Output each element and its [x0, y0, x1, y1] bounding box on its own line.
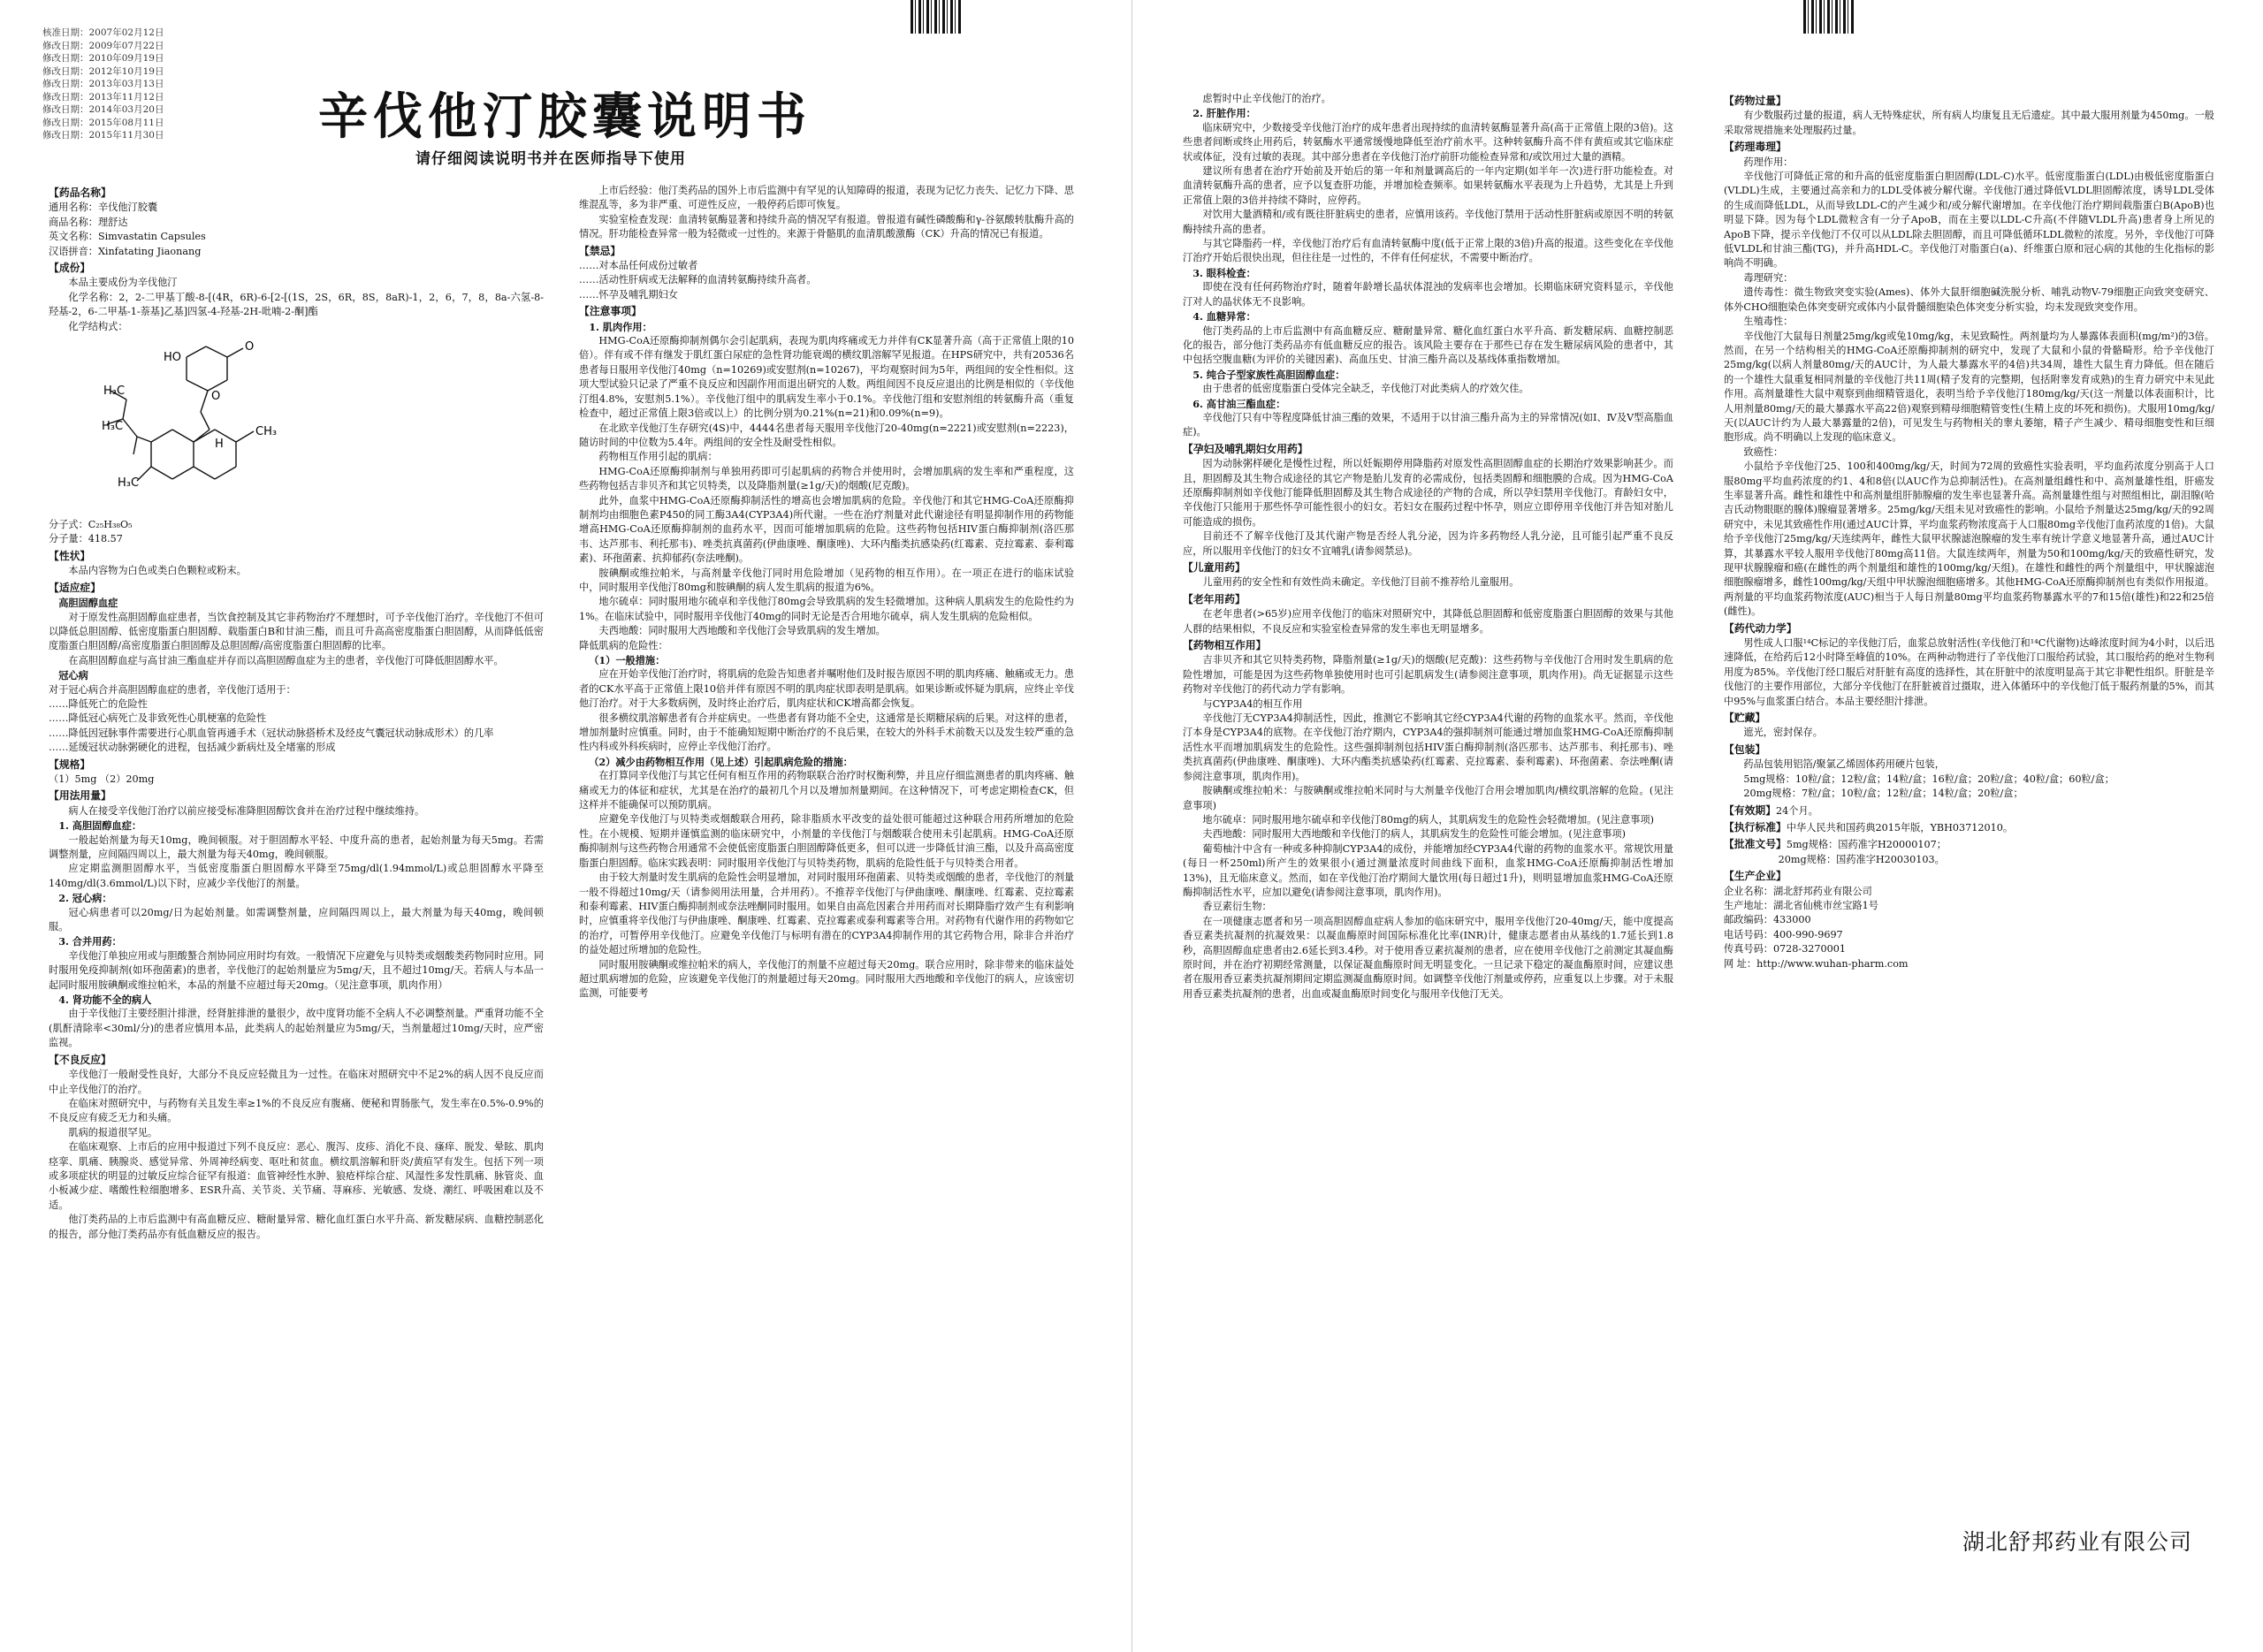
section-heading: 【 成份 】 [49, 261, 90, 275]
section-header [1183, 590, 1673, 607]
text-paragraph: 地尔硫卓：同时服用地尔硫卓和辛伐他汀80mg的病人，其肌病发生的危险性会轻微增加。(见注意事项) [1202, 813, 1655, 826]
text-paragraph: 5. 纯合子型家族性高胆固醇血症： [1192, 368, 1345, 381]
text-paragraph: 很多横纹肌溶解患者有合并症病史。一些患者有肾功能不全史，这通常是长期糖尿病的后果。对这样的患者，增加剂量时应慎重。同时，由于不能确知短期中断治疗的不良后果，在较大的外科手术前数天以及发生较严重的急性内科或外科疾病时，应停止辛伐他汀治疗。 [579, 712, 1074, 753]
barcode-right [1803, 0, 1855, 34]
bond-line [151, 430, 172, 442]
bond-line [201, 391, 208, 412]
text-paragraph: ……降低死亡的危险性 [49, 697, 148, 710]
text-paragraph: 致癌性： [1743, 445, 1784, 458]
revision-date: 修改日期：2014年03月20日 [42, 104, 164, 115]
document-title: 辛伐他汀胶囊说明书 [318, 88, 811, 146]
text-paragraph: 在北欧辛伐他汀生存研究(4S)中，4444名患者每天服用辛伐他汀20-40mg(n=2221)或安慰剂(n=2223)，随访时间的中位数为5.4年。两组间的安全性及耐受性相似。 [579, 422, 1074, 448]
text-paragraph: 电话号码：400-990-9697 [1724, 928, 1843, 940]
section-header [1183, 440, 1673, 457]
section-header [1724, 867, 2214, 884]
bond-line [172, 467, 194, 479]
text-paragraph: 遗传毒性：微生物致突变实验(Ames)、体外大鼠肝细胞碱洗脱分析、哺乳动物V-79细胞正向致突变研究、体外CHO细胞染色体突变研究或体内小鼠骨髓细胞染色体突变分析实验，均未发现致突变作用。 [1724, 286, 2214, 313]
atom-label: H₃C [102, 420, 124, 434]
section-heading: 【 药物相互作用 】 [1183, 638, 1266, 652]
text-paragraph: 应避免辛伐他汀与贝特类或烟酸联合用药，除非脂质水平改变的益处很可能超过这种联合用药所增加的危险性。在小规模、短期并谨慎监测的临床研究中，小剂量的辛伐他汀与烟酸联合使用未引起肌病。HMG-CoA还原酶抑制剂与这些药物合用通常不会使低密度脂蛋白胆固醇降低更多，但可以进一步降低甘油三酯，以及升高高密度脂蛋白胆固醇。临床实践表明：同时服用辛伐他汀与贝特类药物，肌病的危险性低于与贝特类合用者。 [579, 813, 1074, 869]
text-paragraph: 1. 肌肉作用： [589, 320, 652, 333]
text-paragraph: 虑暂时中止辛伐他汀的治疗。 [1202, 93, 1331, 104]
text-paragraph: 有少数服药过量的报道，病人无特殊症状，所有病人均康复且无后遗症。其中最大服用剂量为450mg。一般采取常规措施来处理服药过量。 [1724, 110, 2214, 136]
section-header [1724, 802, 2214, 818]
text-paragraph: 冠心病 [58, 669, 88, 682]
text-paragraph: 即使在没有任何药物治疗时，随着年龄增长晶状体混浊的发病率也会增加。长期临床研究资料显示，辛伐他汀对人的晶状体无不良影响。 [1183, 281, 1673, 308]
section-heading: 【 有效期 】 [1724, 803, 1776, 818]
text-paragraph: 在一项健康志愿者和另一项高胆固醇血症病人参加的临床研究中，服用辛伐他汀20-40mg/天，能中度提高香豆素类抗凝剂的抗凝效果：以凝血酶原时间国际标准化比率(INR)计，健康志愿者由从基线的1.7延长到1.8秒，高胆固醇血症患者由2.6延长到3.4秒。对于使用香豆素抗凝剂的患者，应在使用辛伐他汀之前测定其凝血酶原时间，并在治疗初期经常测量，以保证凝血酶原时间无明显变化。一旦记录下稳定的凝血酶原时间，应建议患者在服用香豆素类抗凝剂期间定期监测凝血酶原时间。如调整辛伐他汀剂量或停药，应重复以上步骤。对于未服用香豆素类抗凝剂的患者，出血或凝血酶原时间变化与服用辛伐他汀无关。 [1183, 915, 1673, 1000]
bond-line [187, 346, 206, 357]
text-paragraph: 葡萄柚汁中含有一种或多种抑制CYP3A4的成份，并能增加经CYP3A4代谢的药物的血浆水平。常规饮用量(每日一杯250ml)所产生的效果很小(通过测量浓度时间曲线下面积，血浆HMG-CoA还原酶抑制活性增加13%)，且无临床意义。然而，如在辛伐他汀治疗期间大量饮用(每日超过1升)，则明显增加血浆HMG-CoA还原酶抑制活性水平，应加以避免(请参阅注意事项，肌肉作用)。 [1183, 842, 1673, 898]
text-paragraph: 20mg规格：7粒/盒；10粒/盒；12粒/盒；14粒/盒；20粒/盒； [1743, 788, 2023, 800]
section-header [1183, 559, 1673, 575]
section-header [49, 787, 544, 803]
text-paragraph: 邮政编码：433000 [1724, 914, 1811, 926]
text-paragraph: 化学结构式： [68, 320, 128, 332]
section-header [1724, 741, 2214, 757]
text-paragraph: 药物相互作用引起的肌病： [598, 451, 718, 463]
text-paragraph: 辛伐他汀大鼠每日剂量25mg/kg或兔10mg/kg，未见致畸性。两剂量均为人暴露体表面积(mg/m²)的3倍。然而，在另一个结构相关的HMG-CoA还原酶抑制剂的研究中，发现了大鼠和小鼠的骨骼畸形。给予辛伐他汀25mg/kg(以病人剂量80mg/天的AUC计，为人最大暴露水平的4倍)共34周，雄性大鼠生育力降低。但在随后的一个雄性大鼠重复相同剂量的辛伐他汀共11周(精子发育的完整期，包括附睾发育成熟)的生育力研究中未见此作用。高剂量雄性大鼠中观察到曲细精管退化，表明当给予辛伐他汀180mg/kg/天(这一剂量以体表面积计，比人用剂量80mg/天的最大暴露水平高22倍)观察到精母细胞精管变性(生精上皮的坏死和损伤)。犬服用10mg/kg/天(以AUC计约为人最大暴露量的2倍)，可见发生与药物相关的睾丸萎缩，精子产生减少、精母细胞变性和巨细胞形成。尚不明确以上发现的临床意义。 [1724, 330, 2214, 444]
section-header [49, 547, 544, 564]
text-paragraph: 20mg规格：国药准字H20030103。 [1778, 853, 1945, 865]
text-paragraph: 毒理研究： [1743, 271, 1794, 284]
text-paragraph: 3. 合并用药： [58, 935, 122, 948]
column-2 [579, 184, 1074, 1616]
bond-line [194, 467, 215, 479]
section-heading: 【 用法用量 】 [49, 788, 111, 803]
text-paragraph: （1）5mg （2）20mg [49, 773, 155, 785]
text-paragraph: 肌病的报道很罕见。 [68, 1126, 158, 1138]
document-subtitle: 请仔细阅读说明书并在医师指导下使用 [415, 150, 686, 168]
bond-line [187, 380, 208, 391]
text-paragraph: 通用名称：辛伐他汀胶囊 [49, 202, 158, 214]
text-paragraph: 他汀类药品的上市后监测中有高血糖反应、糖耐量异常、糖化血红蛋白水平升高、新发糖尿病、血糖控制恶化的报告，部分他汀类药品亦有低血糖反应的报告。该风险主要存在于那些已存在发生糖尿病风险的患者中，其中包括空腹血糖(为评价的关键因素)、高血压史、甘油三酯升高以及基线体重指数增加。 [1183, 324, 1673, 366]
atom-label: CH₃ [255, 425, 278, 439]
section-heading: 【 药代动力学 】 [1724, 621, 1797, 636]
text-paragraph: ……对本品任何成份过敏者 [579, 260, 698, 272]
text-paragraph: 由于患者的低密度脂蛋白受体完全缺乏，辛伐他汀对此类病人的疗效欠佳。 [1202, 383, 1529, 395]
revision-dates [42, 27, 164, 142]
text-paragraph: 对于冠心病合并高胆固醇血症的患者，辛伐他汀适用于： [49, 683, 296, 696]
section-value: 中华人民共和国药典2015年版，YBH03712010。 [1786, 821, 2014, 834]
barcode-left [911, 0, 962, 34]
text-paragraph: 药理作用： [1743, 156, 1794, 168]
text-paragraph: 药品包装用铝箔/聚氯乙烯固体药用硬片包装， [1743, 758, 1945, 771]
section-heading: 【 规格 】 [49, 757, 90, 772]
revision-date: 修改日期：2013年03月13日 [42, 79, 164, 89]
text-paragraph: 汉语拼音：Xinfatating Jiaonang [49, 245, 202, 257]
text-paragraph: 冠心病患者可以20mg/日为起始剂量。如需调整剂量，应间隔四周以上，最大剂量为每天40mg，晚间顿服。 [49, 906, 544, 933]
text-paragraph: 实验室检查发现：血清转氨酶显著和持续升高的情况罕有报道。曾报道有碱性磷酸酶和γ-谷氨酸转肽酶升高的情况。肝功能检查异常一般为轻微或一过性的。来源于骨骼肌的血清肌酸激酶（CK）升高的情况已有报道。 [579, 213, 1074, 240]
section-header [1724, 138, 2214, 155]
text-paragraph: 生产地址：湖北省仙桃市丝宝路1号 [1724, 899, 1878, 911]
text-paragraph: 小鼠给予辛伐他汀25、100和400mg/kg/天，时间为72周的致癌性实验表明，平均血药浓度分别高于人口服80mg平均血药浓度的约1、4和8倍(以AUC作为总抑制活性)。在高剂量组雌性和中、高剂量雄性组，肝癌发生率显著升高。雌性和雄性中和高剂量组肝肺腺瘤的发生率也显著升高。高剂量雄性组与对照组相比，副泪腺(哈吉氏动物眼眶的腺体)腺瘤显著增多。25mg/kg/天组未见对致癌性的影响。小鼠给予剂量达25mg/kg/天的92周研究中，未见其致癌性作用(通过AUC计算，平均血浆药物浓度高于人口服80mg辛伐他汀血药浓度的1倍)。大鼠给予辛伐他汀25mg/kg/天连续两年，雌性大鼠甲状腺滤泡腺瘤的发生率有统计学意义地显著升高，通过AUC计算，其暴露水平较人服用辛伐他汀80mg高11倍。大鼠连续两年，剂量为50和100mg/kg/天的致癌性研究，发现甲状腺腺瘤和癌(在雌性的两个剂量组和雄性的100mg/kg/天组)。在雄性和雌性的两个剂量组中，甲状腺滤泡细胞腺瘤增多，雌性100mg/kg/天组中甲状腺泡细胞癌增多。其他HMG-CoA还原酶抑制剂也有类似作用报道。两剂量的平均血浆药物浓度(AUC)相当于人每日剂量80mg平均血浆药物暴露水平的7和15倍(雄性)和22和25倍(雌性)。 [1724, 461, 2214, 618]
section-heading: 【 不良反应 】 [49, 1053, 111, 1067]
text-paragraph: 建议所有患者在治疗开始前及开始后的第一年和剂量调高后的一年内定期(如半年一次)进行肝功能检查。对血清转氨酶升高的患者，应予以复查肝功能，并增加检查频率。如果转氨酶水平表现为上升趋势，尤其是上升到正常值上限的3倍并持续不降时，应停药。 [1183, 165, 1673, 206]
text-paragraph: 与其它降脂药一样，辛伐他汀治疗后有血清转氨酶中度(低于正常上限的3倍)升高的报道。这些变化在辛伐他汀治疗开始后很快出现，但往往是一过性的，不伴有任何症状，不需要中断治疗。 [1183, 238, 1673, 264]
text-paragraph: 网 址：http://www.wuhan-pharm.com [1724, 957, 1909, 970]
atom-label: H₃C [103, 384, 126, 399]
text-paragraph: 辛伐他汀一般耐受性良好，大部分不良反应轻微且为一过性。在临床对照研究中不足2%的病人因不良反应而中止辛伐他汀的治疗。 [49, 1069, 544, 1095]
text-paragraph: 本品主要成份为辛伐他汀 [68, 277, 178, 289]
text-paragraph: 生殖毒性： [1743, 316, 1794, 328]
section-heading: 【 注意事项 】 [579, 304, 642, 318]
atom-label: H [215, 438, 224, 452]
bond-line [215, 467, 236, 479]
text-paragraph: 同时服用胺碘酮或维拉帕米的病人，辛伐他汀的剂量不应超过每天20mg。联合应用时，除非带来的临床益处超过肌病增加的危险，应该避免辛伐他汀的剂量超过每天20mg。同时服用大西地酸和辛伐他汀的病人，应该密切监测，可能要考 [579, 958, 1074, 1000]
revision-date: 修改日期：2010年09月19日 [42, 53, 164, 64]
bond-line [151, 467, 172, 479]
bond-line [123, 419, 137, 437]
text-paragraph: 4. 肾功能不全的病人 [58, 993, 152, 1007]
bond-line [194, 430, 215, 442]
bond-line [236, 431, 254, 442]
bond-line [227, 348, 243, 357]
text-paragraph: 因为动脉粥样硬化是慢性过程，所以妊娠期停用降脂药对原发性高胆固醇血症的长期治疗效果影响甚少。而且，胆固醇及其生物合成途径的其它产物是胎儿发育的必需成份，包括类固醇和细胞膜的合成。因为HMG-CoA还原酶抑制剂如辛伐他汀能降低胆固醇及其生物合成途径的产物的合成，所以孕妇禁用辛伐他汀。育龄妇女中，辛伐他汀只能用于那些怀孕可能性很小的妇女。若妇女在服药过程中怀孕，则应立即停用辛伐他汀并告知对胎儿可能造成的损伤。 [1183, 458, 1673, 528]
text-paragraph: 2. 冠心病： [58, 892, 112, 905]
text-paragraph: 应定期监测胆固醇水平，当低密度脂蛋白胆固醇水平降至75mg/dl(1.94mmol/L)或总胆固醇水平降至140mg/dl(3.6mmol/L)以下时，应减少辛伐他汀的剂量。 [49, 863, 544, 889]
text-paragraph: 遮光，密封保存。 [1743, 727, 1823, 739]
text-paragraph: （2）减少由药物相互作用（见上述）引起肌病危险的措施： [589, 755, 853, 768]
text-paragraph: 本品内容物为白色或类白色颗粒或粉末。 [68, 565, 247, 577]
section-heading: 【 生产企业 】 [1724, 869, 1787, 883]
text-paragraph: 1. 高胆固醇血症： [58, 819, 142, 833]
text-paragraph: ……降低冠心病死亡及非致死性心肌梗塞的危险性 [49, 712, 267, 725]
atom-label: H₃C [118, 476, 140, 491]
bond-line [201, 412, 210, 430]
text-paragraph: 吉非贝齐和其它贝特类药物，降脂剂量(≥1g/天)的烟酸(尼克酸)：这些药物与辛伐他汀合用时发生肌病的危险性增加，可能是因为这些药物单独使用时也可引起肌病发生(请参阅注意事项，肌肉作用)。尚无证据显示这些药物对辛伐他汀的药代动力学有影响。 [1183, 654, 1673, 696]
text-paragraph: 英文名称：Simvastatin Capsules [49, 231, 206, 243]
section-header [49, 184, 544, 201]
text-paragraph: 化学名称：2，2-二甲基丁酸-8-[(4R，6R)-6-[2-[(1S，2S，6R，8S，8aR)-1，2，6，7，8，8a-六氢-8-羟基-2，6-二甲基-1-萘基]乙基]四氢-4-羟基-2H-吡喃-2-酮]酯 [49, 291, 544, 318]
text-paragraph: 在老年患者(>65岁)应用辛伐他汀的临床对照研究中，其降低总胆固醇和低密度脂蛋白胆固醇的效果与其他人群的结果相似，不良反应和实验室检查异常的发生率也无明显增多。 [1183, 608, 1673, 635]
section-heading: 【 老年用药 】 [1183, 592, 1246, 606]
section-heading: 【 包装 】 [1724, 742, 1765, 757]
section-heading: 【 适应症 】 [49, 581, 101, 595]
section-heading: 【 性状 】 [49, 549, 90, 563]
text-paragraph: 此外，血浆中HMG-CoA还原酶抑制活性的增高也会增加肌病的危险。辛伐他汀和其它HMG-CoA还原酶抑制剂均由细胞色素P450的同工酶3A4(CYP3A4)所代谢。一些在治疗剂量对此代谢途径有明显抑制作用的药物能增高HMG-CoA还原酶抑制剂的血药水平，因而可能增加肌病的危险。这些药物包括HIV蛋白酶抑制剂(洛匹那韦、达芦那韦、利托那韦)、唑类抗真菌药(伊曲康唑、酮康唑)、大环内酯类抗感染药(红霉素、克拉霉素、泰利霉素)、环孢菌素、抗抑郁药(奈法唑酮)。 [579, 494, 1074, 565]
text-paragraph: 病人在接受辛伐他汀治疗以前应接受标准降胆固醇饮食并在治疗过程中继续维持。 [68, 804, 425, 817]
section-header [579, 242, 1074, 259]
text-paragraph: 对于原发性高胆固醇血症患者，当饮食控制及其它非药物治疗不理想时，可予辛伐他汀治疗。辛伐他汀不但可以降低总胆固醇、低密度脂蛋白胆固醇、载脂蛋白B和甘油三酯，而且可升高高密度脂蛋白胆固醇，从而降低低密度脂蛋白胆固醇/高密度脂蛋白胆固醇及总胆固醇/高密度脂蛋白胆固醇的比率。 [49, 611, 544, 652]
chemical-structure-diagram [102, 338, 314, 514]
text-paragraph: （1）一般措施： [589, 654, 666, 666]
text-paragraph: 辛伐他汀单独应用或与胆酸螯合剂协同应用时均有效。一般情况下应避免与贝特类或烟酸类药物同时应用。同时服用免疫抑制剂(如环孢菌素)的患者，辛伐他汀的起始剂量应为5mg/天，且不超过10mg/天。若病人与本品一起同时服用胺碘酮或维拉帕米，本品的剂量不应超过每天20mg。（见注意事项，肌肉作用） [49, 949, 544, 991]
section-header [579, 302, 1074, 319]
text-paragraph: 目前还不了解辛伐他汀及其代谢产物是否经人乳分泌，因为许多药物经人乳分泌，且可能引起严重不良反应，所以服用辛伐他汀的妇女不宜哺乳(请参阅禁忌)。 [1183, 530, 1673, 557]
section-header [1183, 636, 1673, 653]
text-paragraph: 商品名称：理舒达 [49, 216, 128, 228]
atom-label: HO [164, 351, 182, 365]
column-1 [49, 184, 544, 1616]
section-header [1724, 818, 2214, 835]
text-paragraph: 胺碘酮或维拉帕米，与高剂量辛伐他汀同时用危险增加（见药物的相互作用）。在一项正在进行的临床试验中，同时服用辛伐他汀80mg和胺碘酮的病人发生肌病的报道为6%。 [579, 567, 1074, 593]
text-paragraph: ……延缓冠状动脉粥硬化的进程，包括减少新病灶及全堵塞的形成 [49, 742, 336, 754]
text-paragraph: HMG-CoA还原酶抑制剂与单独用药即可引起肌病的药物合并使用时，会增加肌病的发生率和严重程度，这些药物包括吉非贝齐和其它贝特类，以及降脂剂量(≥1g/天)的烟酸(尼克酸)。 [579, 465, 1074, 492]
text-paragraph: HMG-CoA还原酶抑制剂偶尔会引起肌病，表现为肌肉疼痛或无力并伴有CK显著升高（高于正常值上限的10倍）。伴有或不伴有继发于肌红蛋白尿症的急性肾功能衰竭的横纹肌溶解罕见报道。在HPS研究中，共有20536名患者每日服用辛伐他汀40mg（n=10269)或安慰剂(n=10267)，平均观察时间为5年，两组间的安全性相似。这项大型试验只记录了严重不良反应和因副作用而退出研究的人数。两组间因不良反应退出的比例是相似的（辛伐他汀组4.8%，安慰剂5.1%）。辛伐他汀组中的肌病发生率小于0.1%。辛伐他汀组和安慰剂组的转氨酶升高（重复检查中，超过正常值上限3倍或以上）的比例分别为0.21%(n=21)和0.09%(n=9)。 [579, 335, 1074, 420]
text-paragraph: ……活动性肝病或无法解释的血清转氨酶持续升高者。 [579, 274, 817, 286]
revision-date: 修改日期：2012年10月19日 [42, 65, 164, 77]
text-paragraph: 3. 眼科检查： [1192, 266, 1256, 279]
section-header [1724, 620, 2214, 636]
text-paragraph: 临床研究中，少数接受辛伐他汀治疗的成年患者出现持续的血清转氨酶显著升高(高于正常值上限的3倍)。这些患者间断或终止用药后，转氨酶水平通常缓慢地降低至治疗前水平。这种转氨酶升高不伴有黄疸或其它临床症状或体征，没有过敏的表现。其中部分患者在辛伐他汀治疗前肝功能检查异常和/或饮用过大量的酒精。 [1183, 121, 1673, 163]
section-header [49, 1051, 544, 1068]
text-paragraph: 香豆素衍生物： [1202, 901, 1272, 913]
text-paragraph: 他汀类药品的上市后监测中有高血糖反应、糖耐量异常、糖化血红蛋白水平升高、新发糖尿病、血糖控制恶化的报告，部分他汀类药品亦有低血糖反应的报告。 [49, 1214, 544, 1240]
text-paragraph: 分子量：418.57 [49, 533, 123, 545]
section-heading: 【 药品名称 】 [49, 186, 111, 200]
text-paragraph: 由于辛伐他汀主要经胆汁排泄，经肾脏排泄的量很少，故中度肾功能不全病人不必调整剂量。严重肾功能不全(肌酐清除率<30ml/分)的患者应慎用本品，此类病人的起始剂量应为5mg/天，当剂量超过10mg/天时，应严密监视。 [49, 1008, 544, 1049]
section-header [49, 756, 544, 773]
text-paragraph: 夫西地酸：同时服用大西地酸和辛伐他汀的病人，其肌病发生的危险性可能会增加。(见注意事项) [1202, 828, 1626, 841]
section-value: 5mg规格：国药准字H20000107； [1786, 839, 1947, 851]
section-heading: 【 禁忌 】 [579, 244, 621, 258]
text-paragraph: 4. 血糖异常： [1192, 310, 1256, 324]
text-paragraph: 地尔硫卓：同时服用地尔硫卓和辛伐他汀80mg会导致肌病的发生轻微增加。这种病人肌病发生的危险性约为1%。在临床试验中，同时服用辛伐他汀40mg的同时无论是否合用地尔硫卓，病人发生肌病的危险相似。 [579, 596, 1074, 622]
right-page [1140, 0, 2263, 1652]
text-paragraph: 夫西地酸：同时服用大西地酸和辛伐他汀会导致肌病的发生增加。 [598, 625, 886, 637]
section-heading: 【 儿童用药 】 [1183, 560, 1246, 575]
section-heading: 【 药理毒理 】 [1724, 140, 1787, 154]
text-paragraph: 一般起始剂量为每天10mg，晚间顿服。对于胆固醇水平轻、中度升高的患者，起始剂量为每天5mg。若需调整剂量，应间隔四周以上，最大剂量为每天40mg，晚间顿服。 [49, 834, 544, 860]
text-paragraph: 辛伐他汀可降低正常的和升高的低密度脂蛋白胆固醇(LDL-C)水平。低密度脂蛋白(LDL)由极低密度脂蛋白(VLDL)生成，主要通过高亲和力的LDL受体被分解代谢。辛伐他汀通过降低VLDL胆固醇浓度，诱导LDL受体的生成而降低LDL，从而导致LDL-C的产生减少和/或分解代谢增加。在辛伐他汀治疗期间载脂蛋白B(ApoB)也明显下降。因为每个LDL微粒含有一分子ApoB，而在主要以LDL-C升高(不伴随VLDL升高)患者身上所见的ApoB下降，提示辛伐他汀不仅可以从LDL除去胆固醇，而且可降低循环LDL微粒的浓度。另外，辛伐他汀可降低VLDL和甘油三酯(TG)，并升高HDL-C。辛伐他汀对脂蛋白(a)、纤维蛋白原和冠心病的其他的生化指标的影响尚不明确。 [1724, 171, 2214, 270]
text-paragraph: 对饮用大量酒精和/或有既往肝脏病史的患者，应慎用该药。辛伐他汀禁用于活动性肝脏病或原因不明的转氨酶持续升高的患者。 [1183, 209, 1673, 235]
text-paragraph: 由于较大剂量时发生肌病的危险性会明显增加，对同时服用环孢菌素、贝特类或烟酸的患者，辛伐他汀的剂量一般不得超过10mg/天（请参阅用法用量，合并用药）。不推荐辛伐他汀与伊曲康唑、酮康唑、红霉素、克拉霉素和泰利霉素、HIV蛋白酶抑制剂或奈法唑酮同时服用。如果自由高危因素合并用药而对长期降脂疗效产生有利影响时，应慎重将辛伐他汀与伊曲康唑、酮康唑、红霉素、克拉霉素或泰利霉素等合用。对药物有代谢作用的药物如它的治疗，可暂停用辛伐他汀。应避免辛伐他汀与标明有潜在的CYP3A4抑制作用的其它药物合用，除非合并治疗的益处超过所增加的危险性。 [579, 872, 1074, 956]
text-paragraph: 辛伐他汀无CYP3A4抑制活性，因此，推测它不影响其它经CYP3A4代谢的药物的血浆水平。然而，辛伐他汀本身是CYP3A4的底物。在辛伐他汀治疗期内，CYP3A4的强抑制剂可能通过增加血浆HMG-CoA还原酶抑制活性水平而增加肌病发生的危险性。这些强抑制剂包括HIV蛋白酶抑制剂(洛匹那韦、达芦那韦、利托那韦)、唑类抗真菌药(伊曲康唑、酮康唑)、大环内酯类抗感染药(红霉素、克拉霉素、泰利霉素)、环孢菌素、奈法唑酮(请参阅注意事项，肌肉作用)。 [1183, 712, 1673, 782]
bond-line [206, 346, 227, 357]
text-paragraph: 高胆固醇血症 [58, 597, 118, 610]
section-header [1724, 709, 2214, 726]
section-value: 24个月。 [1776, 804, 1818, 817]
text-paragraph: 在高胆固醇血症与高甘油三酯血症并存而以高胆固醇血症为主的患者，辛伐他汀可降低胆固醇水平。 [68, 654, 504, 666]
revision-date: 修改日期：2015年11月30日 [42, 130, 164, 141]
text-paragraph: ……降低因冠脉事件需要进行心肌血管再通手术（冠状动脉搭桥术及经皮气囊冠状动脉成形术）的几率 [49, 727, 494, 739]
text-paragraph: 在打算同辛伐他汀与其它任何有相互作用的药物联联合治疗时权衡利弊，并且应仔细监测患者的肌肉疼痛、触痛或无力的体征和症状，尤其是在治疗的最初几个月以及增加剂量期间。在这种情况下，可考虑定期检查CK，但这样并不能确保可以预防肌病。 [579, 770, 1074, 811]
text-paragraph: 辛伐他汀只有中等程度降低甘油三酯的效果，不适用于以甘油三酯升高为主的异常情况(如Ⅰ、Ⅳ及Ⅴ型高脂血症)。 [1183, 411, 1673, 438]
revision-date: 修改日期：2009年07月22日 [42, 40, 164, 51]
revision-date: 核准日期：2007年02月12日 [42, 27, 164, 38]
section-heading: 【 批准文号 】 [1724, 837, 1787, 851]
text-paragraph: 降低肌病的危险性： [579, 639, 668, 651]
atom-label: O [211, 390, 221, 404]
atom-label: O [245, 340, 255, 354]
section-header [1724, 835, 2214, 852]
text-paragraph: 分子式：C₂₅H₃₈O₅ [49, 519, 133, 531]
text-paragraph: 在临床对照研究中，与药物有关且发生率≥1%的不良反应有腹痛、便秘和胃肠胀气，发生率在0.5%-0.9%的不良反应有疲乏无力和头痛。 [49, 1097, 544, 1124]
text-paragraph: 6. 高甘油三酯血症： [1192, 397, 1286, 410]
text-paragraph: 男性成人口服¹⁴C标记的辛伐他汀后，血浆总放射活性(辛伐他汀和¹⁴C代谢物)达峰浓度时间为4小时，以后迅速降低，在给药后12小时降至峰值的10%。在两种动物进行了辛伐他汀口服给药试验，其口服给药的绝对生物利用度为85%。辛伐他汀经口服后对肝脏有高度的选择性，其在肝脏中的浓度明显高于其它非靶性组织。肝脏是辛伐他汀的主要作用部位，大部分辛伐他汀在肝脏被首过摄取，进入体循环中的辛伐他汀低于服药剂量的5%，而其中95%与血浆蛋白结合。本品主要经胆汁排泄。 [1724, 637, 2214, 707]
bond-line [172, 430, 194, 442]
text-paragraph: 上市后经验：他汀类药品的国外上市后监测中有罕见的认知障碍的报道，表现为记忆力丧失、记忆力下降、思维混乱等，多为非严重、可逆性反应，一般停药后即可恢复。 [579, 185, 1074, 211]
section-heading: 【 药物过量 】 [1724, 94, 1787, 108]
manufacturer-footer: 湖北舒邦药业有限公司 [1962, 1529, 2192, 1555]
section-heading: 【 执行标准 】 [1724, 820, 1787, 834]
bond-line [137, 437, 151, 442]
text-paragraph: 传真号码：0728-3270001 [1724, 943, 1847, 955]
text-paragraph: 儿童用药的安全性和有效性尚未确定。辛伐他汀目前不推荐给儿童服用。 [1202, 576, 1520, 589]
bond-line [133, 437, 137, 454]
text-paragraph: 企业名称：湖北舒邦药业有限公司 [1724, 885, 1872, 897]
revision-date: 修改日期：2013年11月12日 [42, 91, 164, 103]
text-paragraph: 5mg规格：10粒/盒；12粒/盒；14粒/盒；16粒/盒；20粒/盒；40粒/盒；60粒/盒； [1743, 773, 2114, 785]
text-paragraph: 应在开始辛伐他汀治疗时，将肌病的危险告知患者并嘱咐他们及时报告原因不明的肌肉疼痛、触痛或无力。患者的CK水平高于正常值上限10倍并伴有原因不明的肌肉症状即表明是肌病。如果诊断或怀疑为肌病，应终止辛伐他汀治疗。对于大多数病例，及时终止治疗后，肌肉症状和CK增高都会恢复。 [579, 668, 1074, 710]
text-paragraph: 2. 肝脏作用： [1192, 107, 1256, 120]
column-4 [1724, 92, 2214, 1506]
section-header [1724, 92, 2214, 109]
text-paragraph: 与CYP3A4的相互作用 [1202, 697, 1303, 710]
text-paragraph: 在临床观察、上市后的应用中报道过下列不良反应：恶心、腹泻、皮疹、消化不良、瘙痒、脱发、晕眩、肌肉痉挛、肌痛、胰腺炎、感觉异常、外周神经病变、呕吐和贫血。横纹肌溶解和肝炎/黄疸罕有发生。包括下列一项或多项症状的明显的过敏反应综合征罕有报道：血管神经性水肿、狼疮样综合症、风湿性多发性肌痛、脉管炎、血小板减少症、嗜酸性粒细胞增多、ESR升高、关节炎、关节痛、荨麻疹、光敏感、发烧、潮红、呼吸困难以及不适。 [49, 1141, 544, 1211]
bond-line [123, 400, 126, 419]
section-header [49, 259, 544, 276]
section-heading: 【 孕妇及哺乳期妇女用药 】 [1183, 442, 1308, 456]
text-paragraph: 胺碘酮或维拉帕米：与胺碘酮或维拉帕米同时与大剂量辛伐他汀合用会增加肌肉/横纹肌溶解的危险。(见注意事项) [1183, 785, 1673, 811]
revision-date: 修改日期：2015年08月11日 [42, 117, 164, 128]
column-3 [1183, 92, 1673, 1630]
text-paragraph: ……怀孕及哺乳期妇女 [579, 288, 678, 301]
bond-line [137, 467, 151, 481]
section-heading: 【 贮藏 】 [1724, 711, 1765, 725]
section-header [49, 579, 544, 596]
